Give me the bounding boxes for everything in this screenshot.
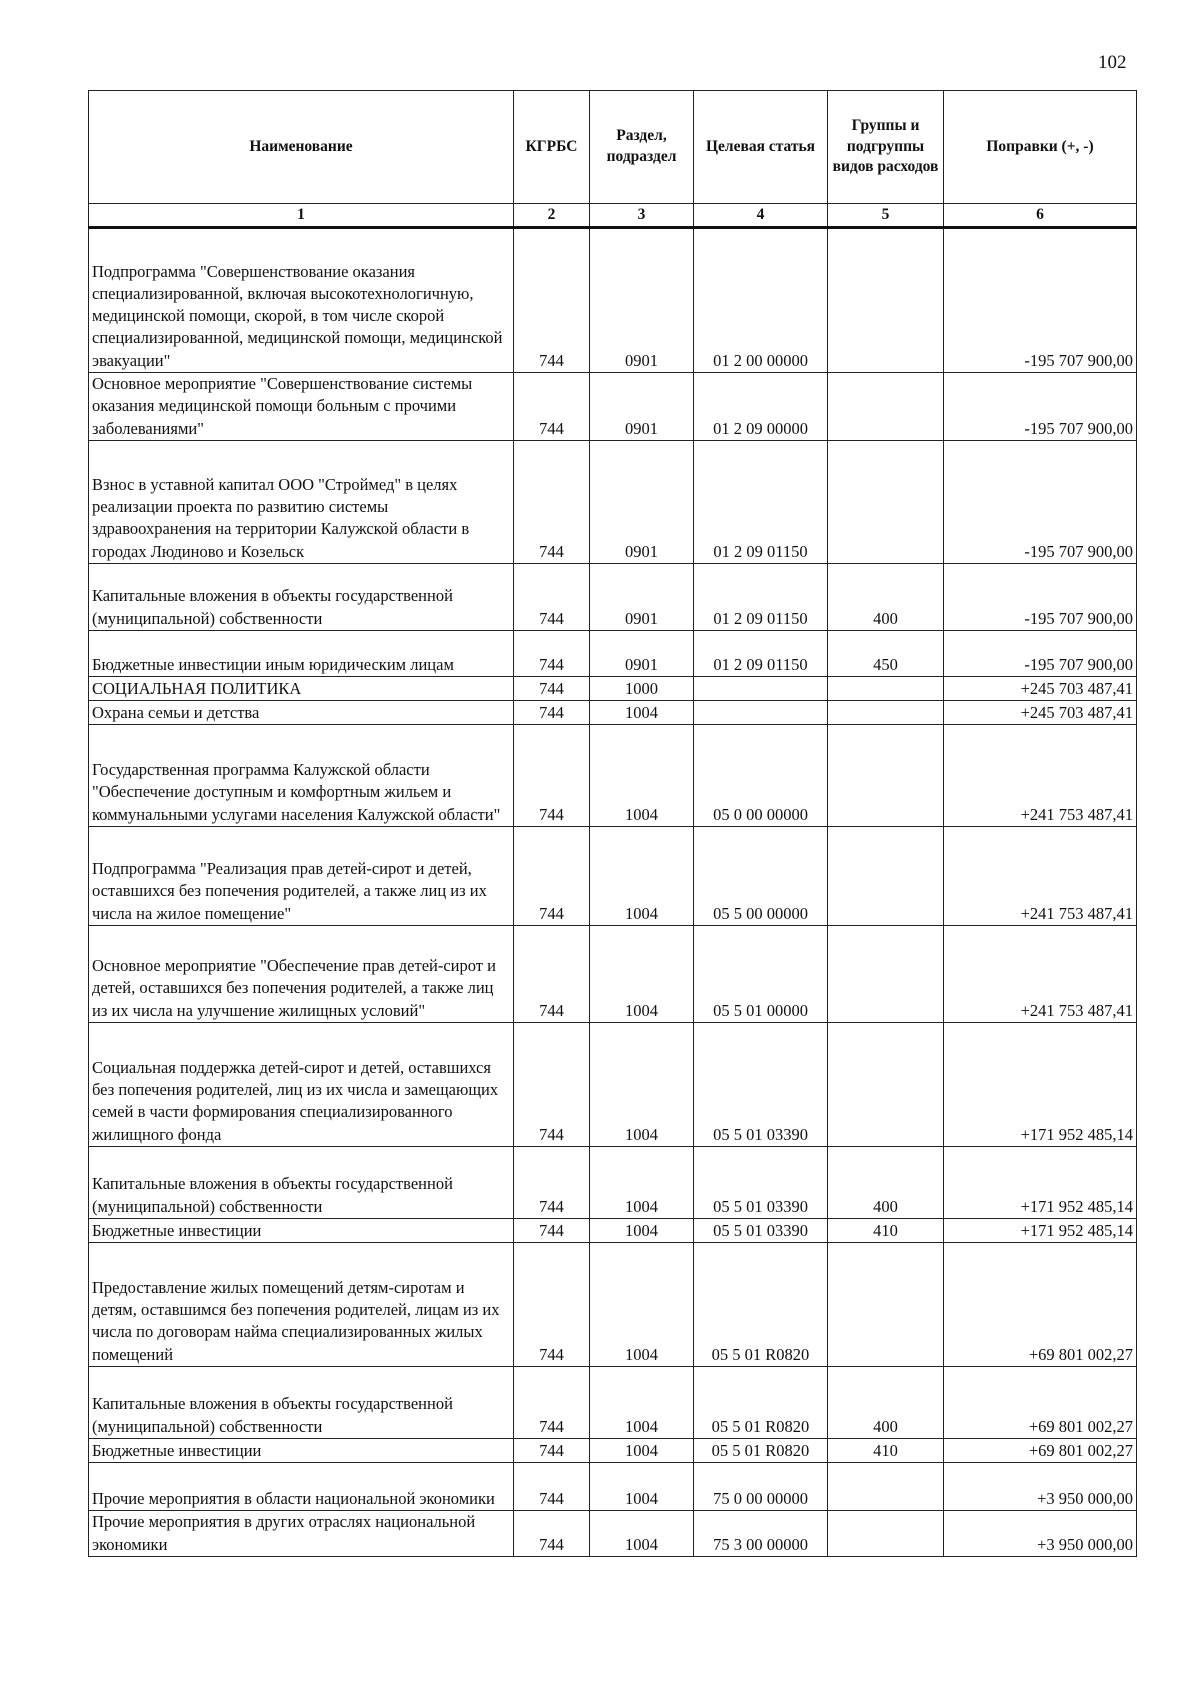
cell-section: 0901 — [590, 373, 694, 441]
cell-group — [828, 701, 944, 725]
table-row — [89, 1511, 1137, 1557]
cell-kgrbs: 744 — [514, 441, 590, 564]
cell-group — [828, 1511, 944, 1557]
page-number: 102 — [1098, 52, 1127, 73]
cell-amount: +69 801 002,27 — [944, 1439, 1137, 1463]
header-kgrbs: КГРБС — [514, 91, 590, 204]
cell-target: 75 3 00 00000 — [694, 1511, 828, 1557]
cell-section: 1004 — [590, 1439, 694, 1463]
cell-amount: +241 753 487,41 — [944, 827, 1137, 926]
cell-target — [694, 677, 828, 701]
table-row — [89, 564, 1137, 631]
cell-name: Бюджетные инвестиции иным юридическим лицам — [89, 631, 514, 677]
cell-kgrbs: 744 — [514, 677, 590, 701]
cell-kgrbs: 744 — [514, 631, 590, 677]
column-number: 4 — [694, 204, 828, 228]
cell-target — [694, 701, 828, 725]
cell-kgrbs: 744 — [514, 1023, 590, 1147]
cell-target: 05 5 01 00000 — [694, 926, 828, 1023]
cell-group — [828, 677, 944, 701]
header-name: Наименование — [89, 91, 514, 204]
cell-section: 1004 — [590, 1243, 694, 1367]
cell-section: 1004 — [590, 1023, 694, 1147]
cell-section: 1004 — [590, 1219, 694, 1243]
cell-amount: +3 950 000,00 — [944, 1511, 1137, 1557]
table-row — [89, 1219, 1137, 1243]
table-row — [89, 631, 1137, 677]
cell-section: 1004 — [590, 926, 694, 1023]
cell-group: 400 — [828, 1147, 944, 1219]
table-row — [89, 677, 1137, 701]
cell-name: СОЦИАЛЬНАЯ ПОЛИТИКА — [89, 677, 514, 701]
table-row — [89, 725, 1137, 827]
cell-section: 0901 — [590, 228, 694, 373]
cell-section: 1004 — [590, 1463, 694, 1511]
cell-amount: +241 753 487,41 — [944, 926, 1137, 1023]
table-row — [89, 373, 1137, 441]
cell-amount: -195 707 900,00 — [944, 631, 1137, 677]
cell-group — [828, 441, 944, 564]
cell-section: 0901 — [590, 564, 694, 631]
cell-target: 01 2 09 01150 — [694, 441, 828, 564]
cell-group: 400 — [828, 1367, 944, 1439]
cell-amount: +3 950 000,00 — [944, 1463, 1137, 1511]
cell-group — [828, 228, 944, 373]
cell-name: Подпрограмма "Совершенствование оказания специализированной, включая высокотехнологичную, медицинской помощи, скорой, в том числе скорой специализированной, медицинской помощи, медицинской эвакуации" — [89, 228, 514, 373]
cell-section: 1004 — [590, 827, 694, 926]
table-row — [89, 1023, 1137, 1147]
cell-target: 05 5 01 R0820 — [694, 1243, 828, 1367]
cell-amount: +69 801 002,27 — [944, 1243, 1137, 1367]
header-target: Целевая статья — [694, 91, 828, 204]
cell-amount: -195 707 900,00 — [944, 373, 1137, 441]
cell-name: Капитальные вложения в объекты государственной (муниципальной) собственности — [89, 1147, 514, 1219]
cell-kgrbs: 744 — [514, 926, 590, 1023]
cell-target: 05 5 01 03390 — [694, 1147, 828, 1219]
cell-name: Бюджетные инвестиции — [89, 1219, 514, 1243]
table-row — [89, 926, 1137, 1023]
cell-name: Государственная программа Калужской области "Обеспечение доступным и комфортным жильем и коммунальными услугами населения Калужской области" — [89, 725, 514, 827]
cell-section: 1004 — [590, 1367, 694, 1439]
cell-amount: +245 703 487,41 — [944, 701, 1137, 725]
cell-target: 05 5 01 03390 — [694, 1219, 828, 1243]
cell-amount: +171 952 485,14 — [944, 1219, 1137, 1243]
cell-name: Подпрограмма "Реализация прав детей-сирот и детей, оставшихся без попечения родителей, а также лиц из их числа на жилое помещение" — [89, 827, 514, 926]
cell-section: 1004 — [590, 1511, 694, 1557]
table-row — [89, 701, 1137, 725]
column-number: 5 — [828, 204, 944, 228]
table-row — [89, 1367, 1137, 1439]
cell-target: 01 2 09 01150 — [694, 631, 828, 677]
cell-kgrbs: 744 — [514, 725, 590, 827]
cell-name: Взнос в уставной капитал ООО "Строймед" в целях реализации проекта по развитию системы здравоохранения на территории Калужской области в городах Людиново и Козельск — [89, 441, 514, 564]
cell-kgrbs: 744 — [514, 1147, 590, 1219]
cell-name: Предоставление жилых помещений детям-сиротам и детям, оставшимся без попечения родителей, лицам из их числа по договорам найма специализированных жилых помещений — [89, 1243, 514, 1367]
cell-name: Прочие мероприятия в других отраслях национальной экономики — [89, 1511, 514, 1557]
table-row — [89, 1147, 1137, 1219]
cell-kgrbs: 744 — [514, 1243, 590, 1367]
table-row — [89, 827, 1137, 926]
budget-table — [88, 90, 1137, 1557]
cell-target: 05 5 01 R0820 — [694, 1439, 828, 1463]
cell-group: 410 — [828, 1219, 944, 1243]
cell-group — [828, 1243, 944, 1367]
cell-group — [828, 373, 944, 441]
table-row — [89, 1243, 1137, 1367]
cell-kgrbs: 744 — [514, 564, 590, 631]
cell-amount: +245 703 487,41 — [944, 677, 1137, 701]
table-row — [89, 441, 1137, 564]
cell-group — [828, 1463, 944, 1511]
cell-target: 05 5 01 03390 — [694, 1023, 828, 1147]
cell-name: Капитальные вложения в объекты государственной (муниципальной) собственности — [89, 1367, 514, 1439]
cell-group: 410 — [828, 1439, 944, 1463]
cell-target: 05 0 00 00000 — [694, 725, 828, 827]
column-number: 2 — [514, 204, 590, 228]
cell-target: 05 5 01 R0820 — [694, 1367, 828, 1439]
cell-kgrbs: 744 — [514, 1219, 590, 1243]
cell-name: Бюджетные инвестиции — [89, 1439, 514, 1463]
cell-group — [828, 926, 944, 1023]
cell-section: 1004 — [590, 725, 694, 827]
cell-name: Капитальные вложения в объекты государственной (муниципальной) собственности — [89, 564, 514, 631]
cell-amount: -195 707 900,00 — [944, 441, 1137, 564]
cell-amount: +171 952 485,14 — [944, 1023, 1137, 1147]
header-section: Раздел, подраздел — [590, 91, 694, 204]
cell-section: 0901 — [590, 631, 694, 677]
cell-kgrbs: 744 — [514, 827, 590, 926]
cell-kgrbs: 744 — [514, 701, 590, 725]
cell-amount: +171 952 485,14 — [944, 1147, 1137, 1219]
cell-amount: -195 707 900,00 — [944, 228, 1137, 373]
table-row — [89, 1463, 1137, 1511]
cell-name: Прочие мероприятия в области национальной экономики — [89, 1463, 514, 1511]
cell-kgrbs: 744 — [514, 1367, 590, 1439]
cell-kgrbs: 744 — [514, 1511, 590, 1557]
cell-target: 01 2 09 00000 — [694, 373, 828, 441]
cell-target: 01 2 00 00000 — [694, 228, 828, 373]
cell-section: 1004 — [590, 1147, 694, 1219]
column-number-row — [89, 204, 1137, 228]
cell-target: 01 2 09 01150 — [694, 564, 828, 631]
cell-name: Социальная поддержка детей-сирот и детей, оставшихся без попечения родителей, лиц из их числа и замещающих семей в части формирования специализированного жилищного фонда — [89, 1023, 514, 1147]
header-amount: Поправки (+, -) — [944, 91, 1137, 204]
column-number: 6 — [944, 204, 1137, 228]
cell-kgrbs: 744 — [514, 1439, 590, 1463]
column-number: 3 — [590, 204, 694, 228]
cell-section: 0901 — [590, 441, 694, 564]
cell-name: Основное мероприятие "Обеспечение прав детей-сирот и детей, оставшихся без попечения родителей, а также лиц из их числа на улучшение жилищных условий" — [89, 926, 514, 1023]
cell-target: 05 5 00 00000 — [694, 827, 828, 926]
column-number: 1 — [89, 204, 514, 228]
cell-group — [828, 827, 944, 926]
cell-name: Охрана семьи и детства — [89, 701, 514, 725]
cell-group — [828, 725, 944, 827]
cell-group: 450 — [828, 631, 944, 677]
cell-kgrbs: 744 — [514, 228, 590, 373]
table-row — [89, 1439, 1137, 1463]
cell-amount: -195 707 900,00 — [944, 564, 1137, 631]
cell-target: 75 0 00 00000 — [694, 1463, 828, 1511]
table-header-row — [89, 91, 1137, 204]
cell-amount: +241 753 487,41 — [944, 725, 1137, 827]
cell-group: 400 — [828, 564, 944, 631]
cell-name: Основное мероприятие "Совершенствование системы оказания медицинской помощи больным с прочими заболеваниями" — [89, 373, 514, 441]
cell-section: 1000 — [590, 677, 694, 701]
cell-kgrbs: 744 — [514, 373, 590, 441]
cell-section: 1004 — [590, 701, 694, 725]
cell-kgrbs: 744 — [514, 1463, 590, 1511]
cell-amount: +69 801 002,27 — [944, 1367, 1137, 1439]
cell-group — [828, 1023, 944, 1147]
table-row — [89, 228, 1137, 373]
header-group: Группы и подгруппы видов расходов — [828, 91, 944, 204]
